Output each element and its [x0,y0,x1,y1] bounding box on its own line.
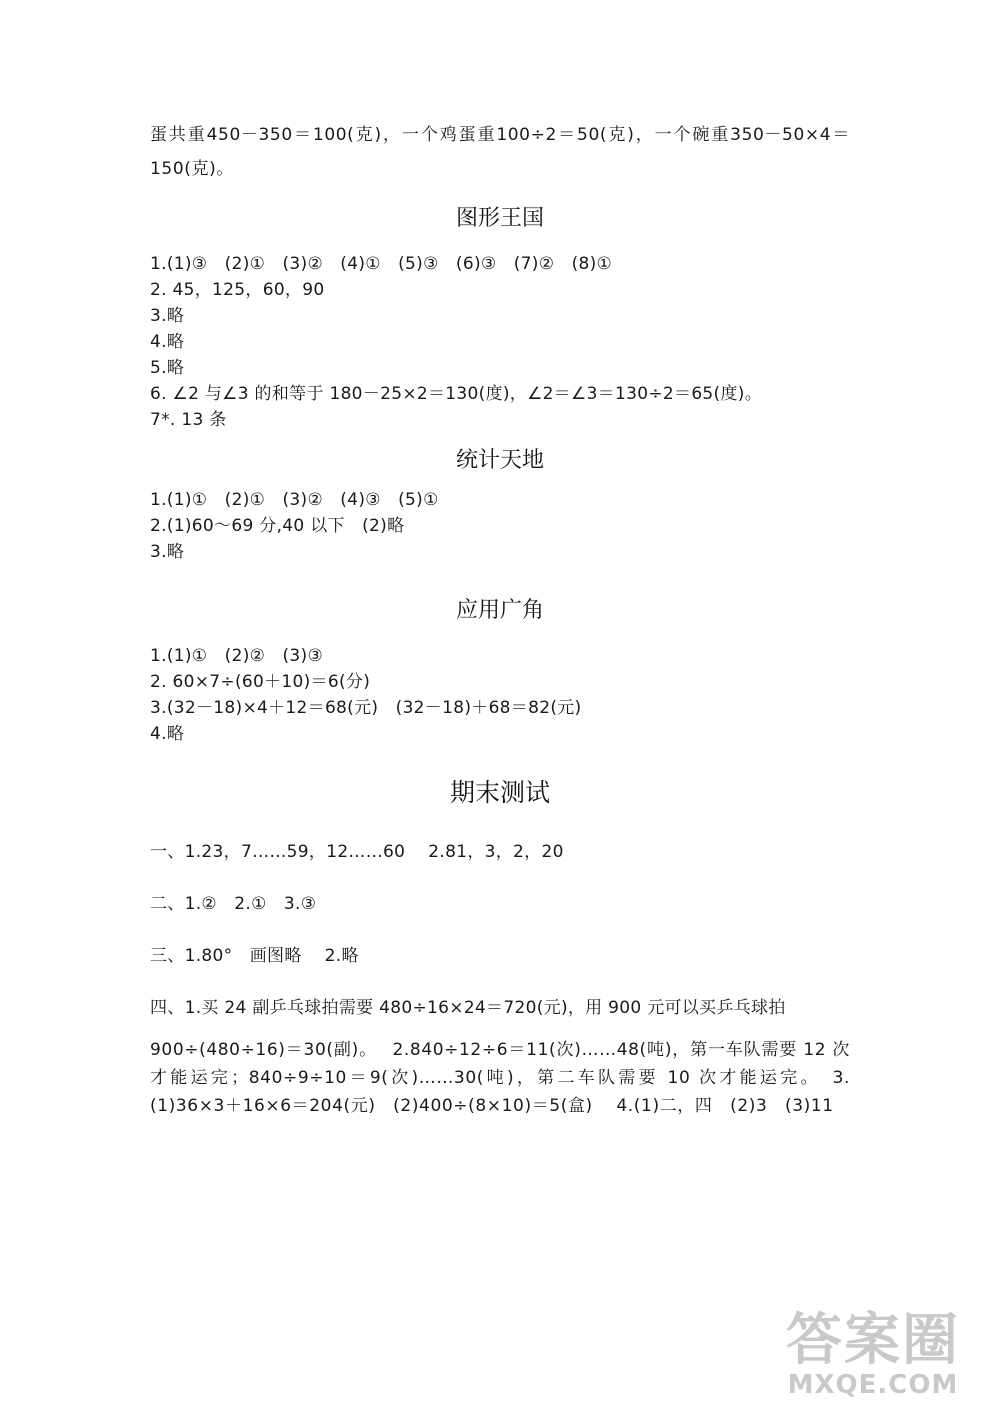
section-title-statistics: 统计天地 [455,448,544,473]
shapes-answer-7: 7*. 13 条 [150,410,227,430]
top-paragraph: 蛋共重450－350＝100(克)，一个鸡蛋重100÷2＝50(克)，一个碗重350－50×4＝150(克)。 [150,125,850,179]
watermark [786,1308,960,1400]
application-answer-2: 2. 60×7÷(60＋10)＝6(分) [150,672,371,692]
statistics-answer-1: 1.(1)① (2)① (3)② (4)③ (5)① [150,490,439,510]
shapes-answer-2: 2. 45，125，60，90 [150,280,325,300]
section-title-application: 应用广角 [455,598,544,623]
final-test-part-4-rest: 900÷(480÷16)＝30(副)。 2.840÷12÷6＝11(次)……48(吨)，第一车队需要 12 次才能运完；840÷9÷10＝9(次)……30(吨)，第二车队需要 10 次才能运完。 3.(1)36×3＋16×6＝204(元) (2)400÷(8×10)＝5(盒) 4.(1)二，四 (2)3 (3)11 [150,1040,850,1116]
shapes-answer-1: 1.(1)③ (2)① (3)② (4)① (5)③ (6)③ (7)② (8)① [150,254,613,274]
watermark-url: MXQE.COM [787,1370,959,1400]
application-answer-4: 4.略 [150,724,185,744]
shapes-answer-6: 6. ∠2 与∠3 的和等于 180－25×2＝130(度)，∠2＝∠3＝130÷2＝65(度)。 [150,384,763,404]
shapes-answer-5: 5.略 [150,358,185,378]
section-title-shapes: 图形王国 [455,206,544,231]
final-test-part-2: 二、1.② 2.① 3.③ [150,894,317,914]
section-title-final-test: 期末测试 [449,778,550,807]
application-answer-3: 3.(32－18)×4＋12＝68(元) (32－18)＋68＝82(元) [150,698,582,718]
application-answer-1: 1.(1)① (2)② (3)③ [150,646,323,666]
final-test-part-4-line-1: 四、1.买 24 副乒乓球拍需要 480÷16×24＝720(元)，用 900 元可以买乒乓球拍 [150,998,786,1018]
final-test-part-1: 一、1.23，7……59，12……60 2.81，3，2，20 [150,842,564,862]
shapes-answer-3: 3.略 [150,306,185,326]
statistics-answer-3: 3.略 [150,542,185,562]
final-test-part-3: 三、1.80° 画图略 2.略 [150,946,359,966]
statistics-answer-2: 2.(1)60～69 分,40 以下 (2)略 [150,516,405,536]
shapes-answer-4: 4.略 [150,332,185,352]
watermark-logo: 答案圈 [786,1308,960,1373]
